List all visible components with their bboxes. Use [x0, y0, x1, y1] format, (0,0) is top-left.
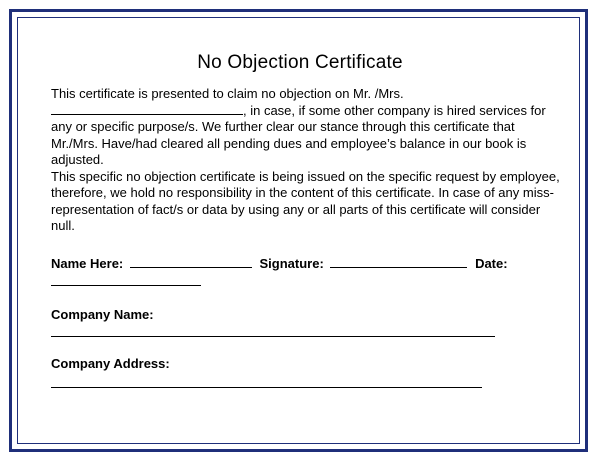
name-label: Name Here:	[51, 256, 124, 271]
signature-blank[interactable]	[330, 256, 467, 268]
paragraph-claim-rest: , in case, if some other company is hired services for any or specific purpose/s. We further clear our stance through this certificate that Mr./Mrs. Have/had cleared all pending dues and employee’s balance in our book is adjusted.	[51, 102, 546, 167]
company-address-row	[51, 356, 170, 371]
company-name-row	[51, 307, 154, 322]
company-address-label: Company Address:	[51, 356, 170, 371]
company-address-blank[interactable]	[51, 387, 482, 388]
date-blank[interactable]	[51, 285, 201, 286]
signature-label: Signature:	[259, 256, 324, 271]
date-label: Date:	[475, 256, 508, 271]
paragraph-claim-intro: This certificate is presented to claim no objection on Mr. /Mrs.	[51, 86, 404, 101]
company-name-blank[interactable]	[51, 336, 495, 337]
paragraph-claim	[51, 86, 561, 169]
employee-name-blank[interactable]	[51, 103, 243, 115]
certificate-body	[51, 86, 561, 235]
company-name-label: Company Name:	[51, 307, 154, 322]
paragraph-disclaimer: This specific no objection certificate is being issued on the specific request by employee, therefore, we hold no responsibility in the content of this certificate. In case of any miss-representation of fact/s or data by using any or all parts of this certificate will consider null.	[51, 168, 560, 233]
name-blank[interactable]	[130, 256, 252, 268]
name-signature-date-row	[51, 256, 508, 271]
certificate-title: No Objection Certificate	[197, 52, 403, 73]
